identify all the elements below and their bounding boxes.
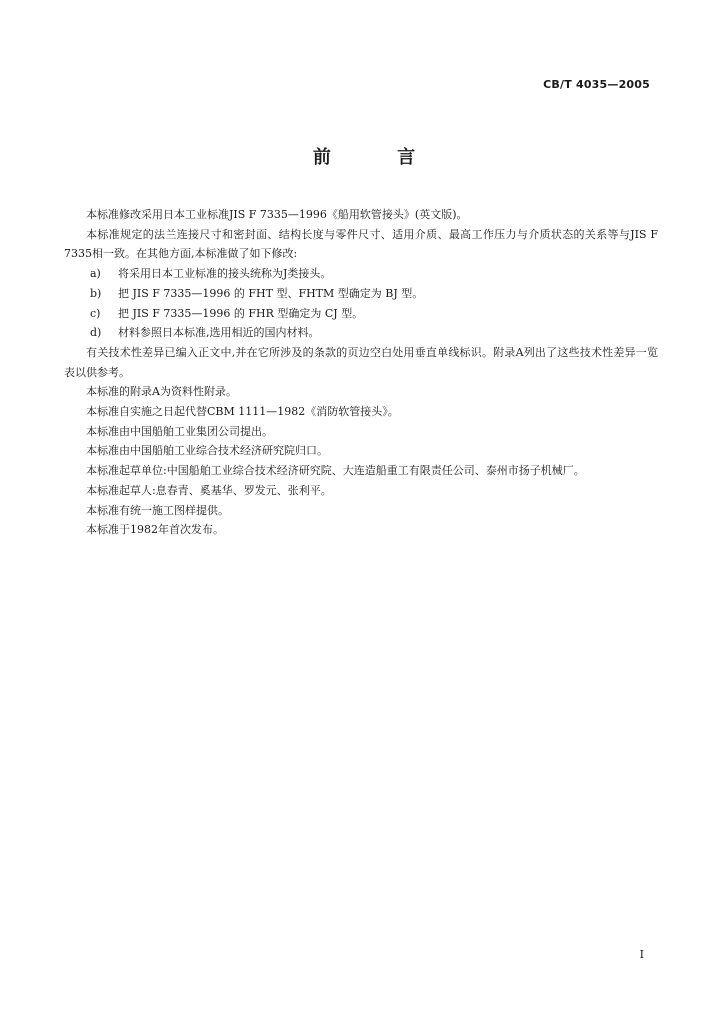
list-item-marker: c) bbox=[90, 306, 101, 320]
list-item-text: 材料参照日本标准,选用相近的国内材料。 bbox=[118, 326, 320, 340]
paragraph-annex: 本标准的附录A为资料性附录。 bbox=[86, 385, 237, 399]
paragraph-replaces: 本标准自实施之日起代替CBM 1111—1982《消防软管接头》。 bbox=[86, 405, 399, 419]
paragraph-consistency: 本标准规定的法兰连接尺寸和密封面、结构长度与零件尺寸、适用介质、最高工作压力与介质状态的关系等与JIS F 7335相一致。在其他方面,本标准做了如下修改: bbox=[64, 227, 658, 261]
paragraph-drafters: 本标准起草人:息春青、奚基华、罗发元、张利平。 bbox=[86, 483, 332, 497]
paragraph-proposed-by: 本标准由中国船舶工业集团公司提出。 bbox=[86, 424, 273, 438]
list-item bbox=[64, 284, 658, 304]
paragraph-administered-by: 本标准由中国船舶工业综合技术经济研究院归口。 bbox=[86, 444, 328, 458]
list-item bbox=[64, 264, 658, 284]
list-item-marker: b) bbox=[90, 286, 102, 300]
list-item-text: 将采用日本工业标准的接头统称为J类接头。 bbox=[118, 267, 332, 281]
paragraph-drawings: 本标准有统一施工图样提供。 bbox=[86, 503, 229, 517]
list-item bbox=[64, 304, 658, 324]
paragraph-adoption: 本标准修改采用日本工业标准JIS F 7335—1996《船用软管接头》(英文版)。 bbox=[86, 208, 468, 221]
list-item bbox=[64, 323, 658, 343]
list-item-marker: a) bbox=[90, 267, 101, 281]
paragraph-technical-differences: 有关技术性差异已编入正文中,并在它所涉及的条款的页边空白处用垂直单线标识。附录A列出了这些技术性差异一览表以供参考。 bbox=[64, 345, 658, 379]
list-item-text: 把 JIS F 7335—1996 的 FHT 型、FHTM 型确定为 BJ 型。 bbox=[118, 286, 424, 300]
foreword-body bbox=[64, 205, 658, 540]
list-item-text: 把 JIS F 7335—1996 的 FHR 型确定为 CJ 型。 bbox=[118, 306, 364, 320]
list-item-marker: d) bbox=[90, 326, 102, 340]
page-number: I bbox=[639, 948, 644, 961]
paragraph-drafting-units: 本标准起草单位:中国船舶工业综合技术经济研究院、大连造船重工有限责任公司、泰州市扬子机械厂。 bbox=[86, 464, 585, 478]
standard-code: CB/T 4035—2005 bbox=[543, 78, 650, 91]
page-title: 前 言 bbox=[312, 147, 446, 168]
paragraph-first-issued: 本标准于1982年首次发布。 bbox=[86, 523, 224, 537]
